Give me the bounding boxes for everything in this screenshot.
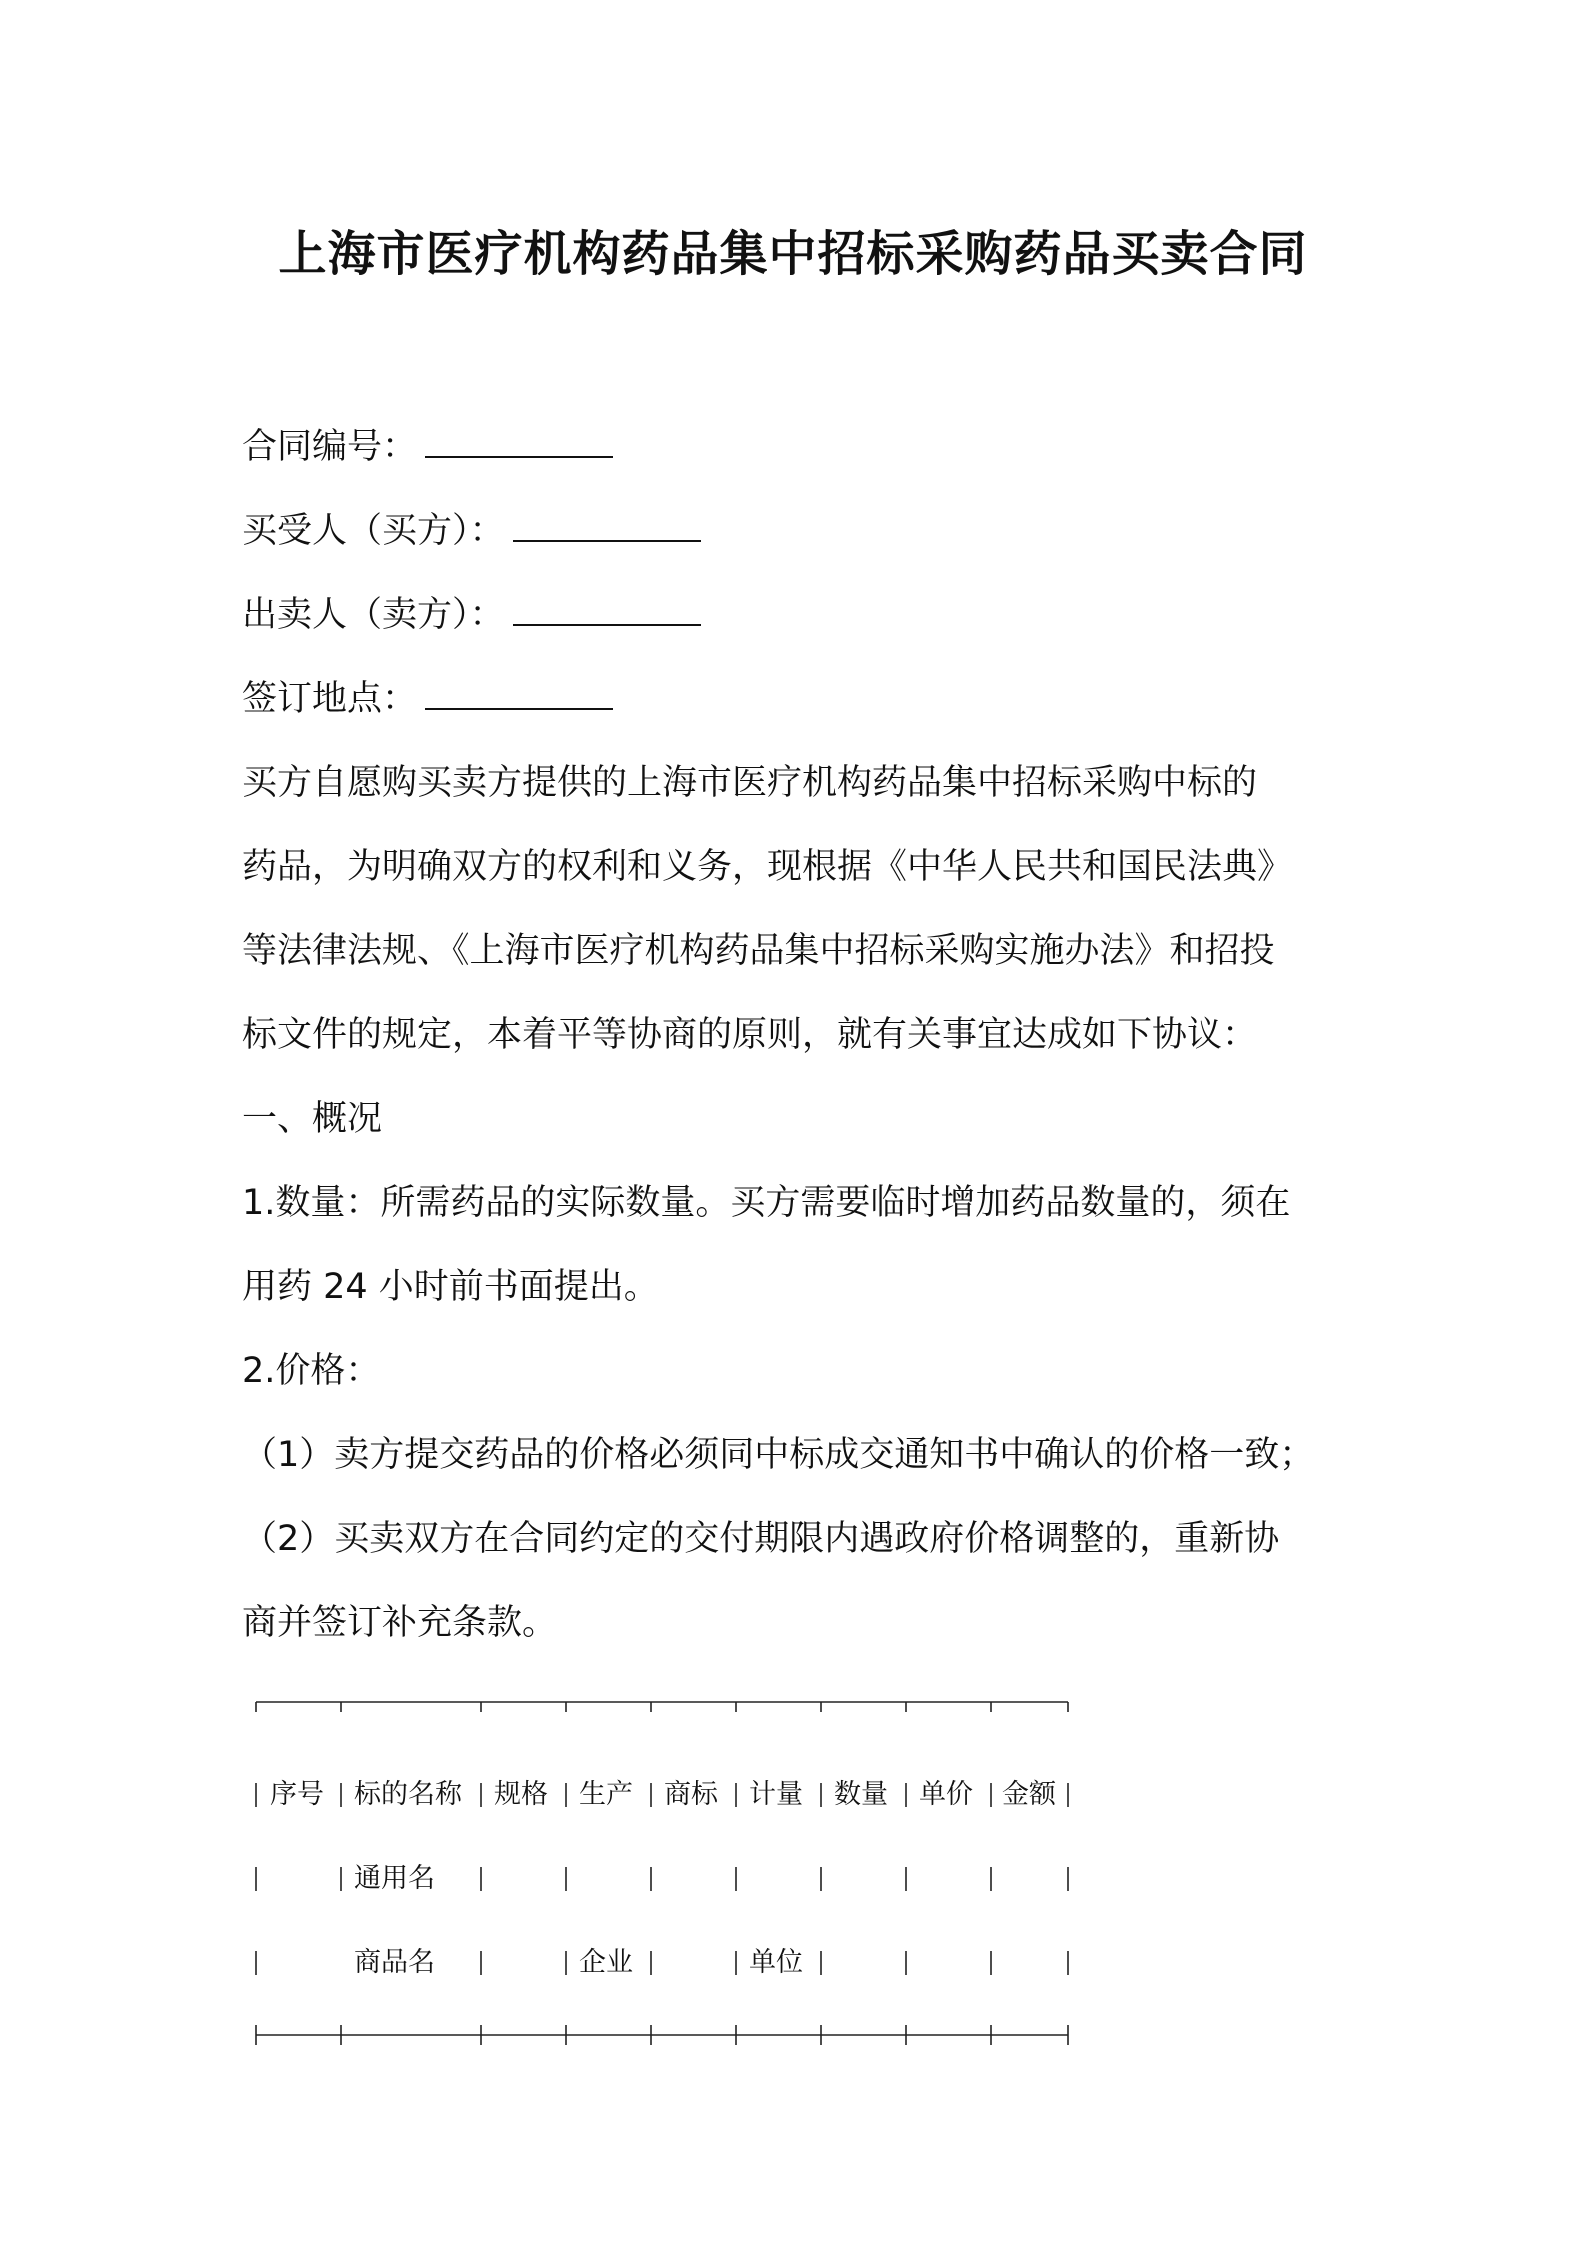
seller-field (242, 573, 1372, 657)
preamble-line: 标文件的规定，本着平等协商的原则，就有关事宜达成如下协议： (242, 1015, 1258, 1055)
document-body (242, 405, 1372, 1665)
table-header-cell: 标的名称 (354, 1779, 462, 1810)
table-header-cell: 生产 (579, 1779, 633, 1810)
preamble-line: 买方自愿购买卖方提供的上海市医疗机构药品集中招标采购中标的 (242, 763, 1258, 803)
field-label: 出卖人（卖方）： (242, 595, 505, 635)
table-header-cell: 单价 (919, 1779, 973, 1810)
field-label: 买受人（买方）： (242, 511, 505, 551)
quantity-clause-line: 用药 24 小时前书面提出。 (242, 1267, 659, 1307)
buyer-field (242, 489, 1372, 573)
price-clause-2-line: 商并签订补充条款。 (242, 1603, 558, 1643)
table-header-cell: 金额 (1002, 1779, 1056, 1810)
table-header-cell: 计量 (749, 1779, 803, 1810)
table-cell: 企业 (579, 1947, 633, 1978)
table-header-cell: 序号 (270, 1779, 324, 1810)
signing-place-field (242, 657, 1372, 741)
table-header-cell: 商标 (664, 1779, 718, 1810)
table-cell: 通用名 (354, 1863, 435, 1894)
field-label: 签订地点： (242, 679, 418, 719)
document-title: 上海市医疗机构药品集中招标采购药品买卖合同 (278, 226, 1308, 282)
contract-number-field (242, 405, 1372, 489)
table-cell: 单位 (749, 1947, 803, 1978)
table-header-cell: 规格 (494, 1779, 548, 1810)
field-label: 合同编号： (242, 427, 418, 467)
preamble-line: 药品，为明确双方的权利和义务，现根据《中华人民共和国民法典》 (242, 847, 1293, 887)
quantity-clause-line: 1.数量：所需药品的实际数量。买方需要临时增加药品数量的，须在 (242, 1183, 1291, 1223)
preamble-line: 等法律法规、《上海市医疗机构药品集中招标采购实施办法》和招投 (242, 931, 1275, 971)
price-clause-1: （1）卖方提交药品的价格必须同中标成交通知书中确认的价格一致； (242, 1435, 1315, 1475)
section-heading: 一、概况 (242, 1099, 383, 1139)
contract-number-blank[interactable] (425, 424, 613, 458)
table-header-cell: 数量 (834, 1779, 888, 1810)
seller-blank[interactable] (513, 592, 701, 626)
price-heading: 2.价格： (242, 1351, 381, 1391)
price-clause-2-line: （2）买卖双方在合同约定的交付期限内遇政府价格调整的，重新协 (242, 1519, 1280, 1559)
buyer-blank[interactable] (513, 508, 701, 542)
table-cell: 商品名 (354, 1947, 435, 1978)
signing-place-blank[interactable] (425, 676, 613, 710)
